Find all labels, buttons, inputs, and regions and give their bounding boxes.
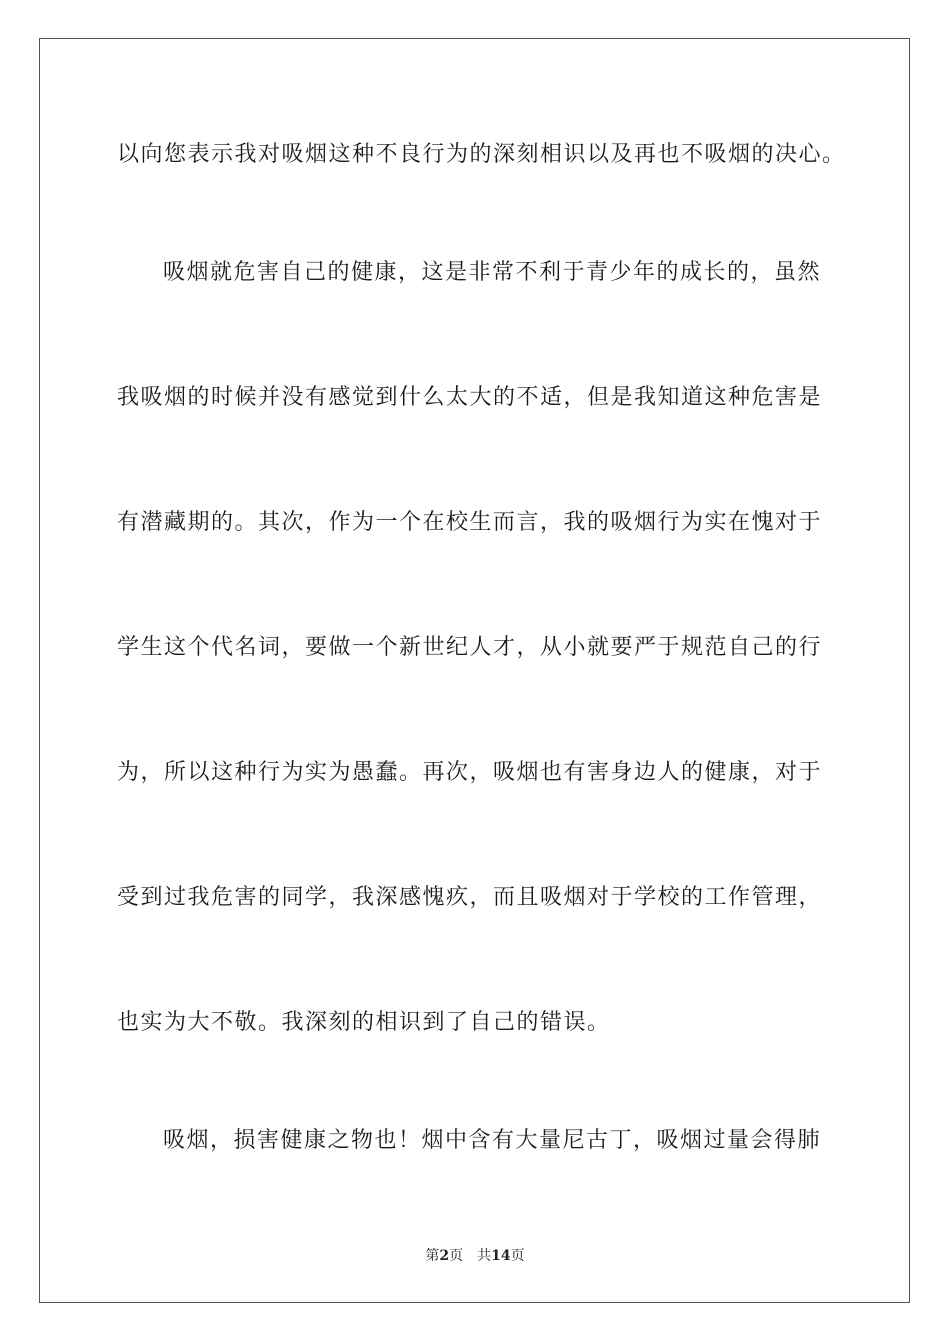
page-footer xyxy=(0,1246,950,1266)
footer-page-suffix: 页 xyxy=(449,1248,464,1264)
text-line-1: 以向您表示我对吸烟这种不良行为的深刻相识以及再也不吸烟的决心。 xyxy=(117,142,846,167)
footer-total-suffix: 页 xyxy=(510,1248,525,1264)
footer-page-number: 2 xyxy=(439,1248,450,1264)
text-line-5: 学生这个代名词，要做一个新世纪人才，从小就要严于规范自己的行 xyxy=(117,635,823,660)
footer-total-prefix: 共 xyxy=(477,1248,492,1264)
footer-total-pages: 14 xyxy=(491,1248,511,1264)
text-line-4: 有潜藏期的。其次，作为一个在校生而言，我的吸烟行为实在愧对于 xyxy=(117,510,823,535)
footer-page-prefix: 第 xyxy=(425,1248,440,1264)
text-line-7: 受到过我危害的同学，我深感愧疚，而且吸烟对于学校的工作管理， xyxy=(117,885,823,910)
text-line-6: 为，所以这种行为实为愚蠢。再次，吸烟也有害身边人的健康，对于 xyxy=(117,760,823,785)
text-line-2: 吸烟就危害自己的健康，这是非常不利于青少年的成长的，虽然 xyxy=(163,260,822,285)
page-border xyxy=(39,38,910,1303)
text-line-3: 我吸烟的时候并没有感觉到什么太大的不适，但是我知道这种危害是 xyxy=(117,385,823,410)
text-line-9: 吸烟，损害健康之物也！烟中含有大量尼古丁，吸烟过量会得肺 xyxy=(163,1128,822,1153)
text-line-8: 也实为大不敬。我深刻的相识到了自己的错误。 xyxy=(117,1010,611,1035)
